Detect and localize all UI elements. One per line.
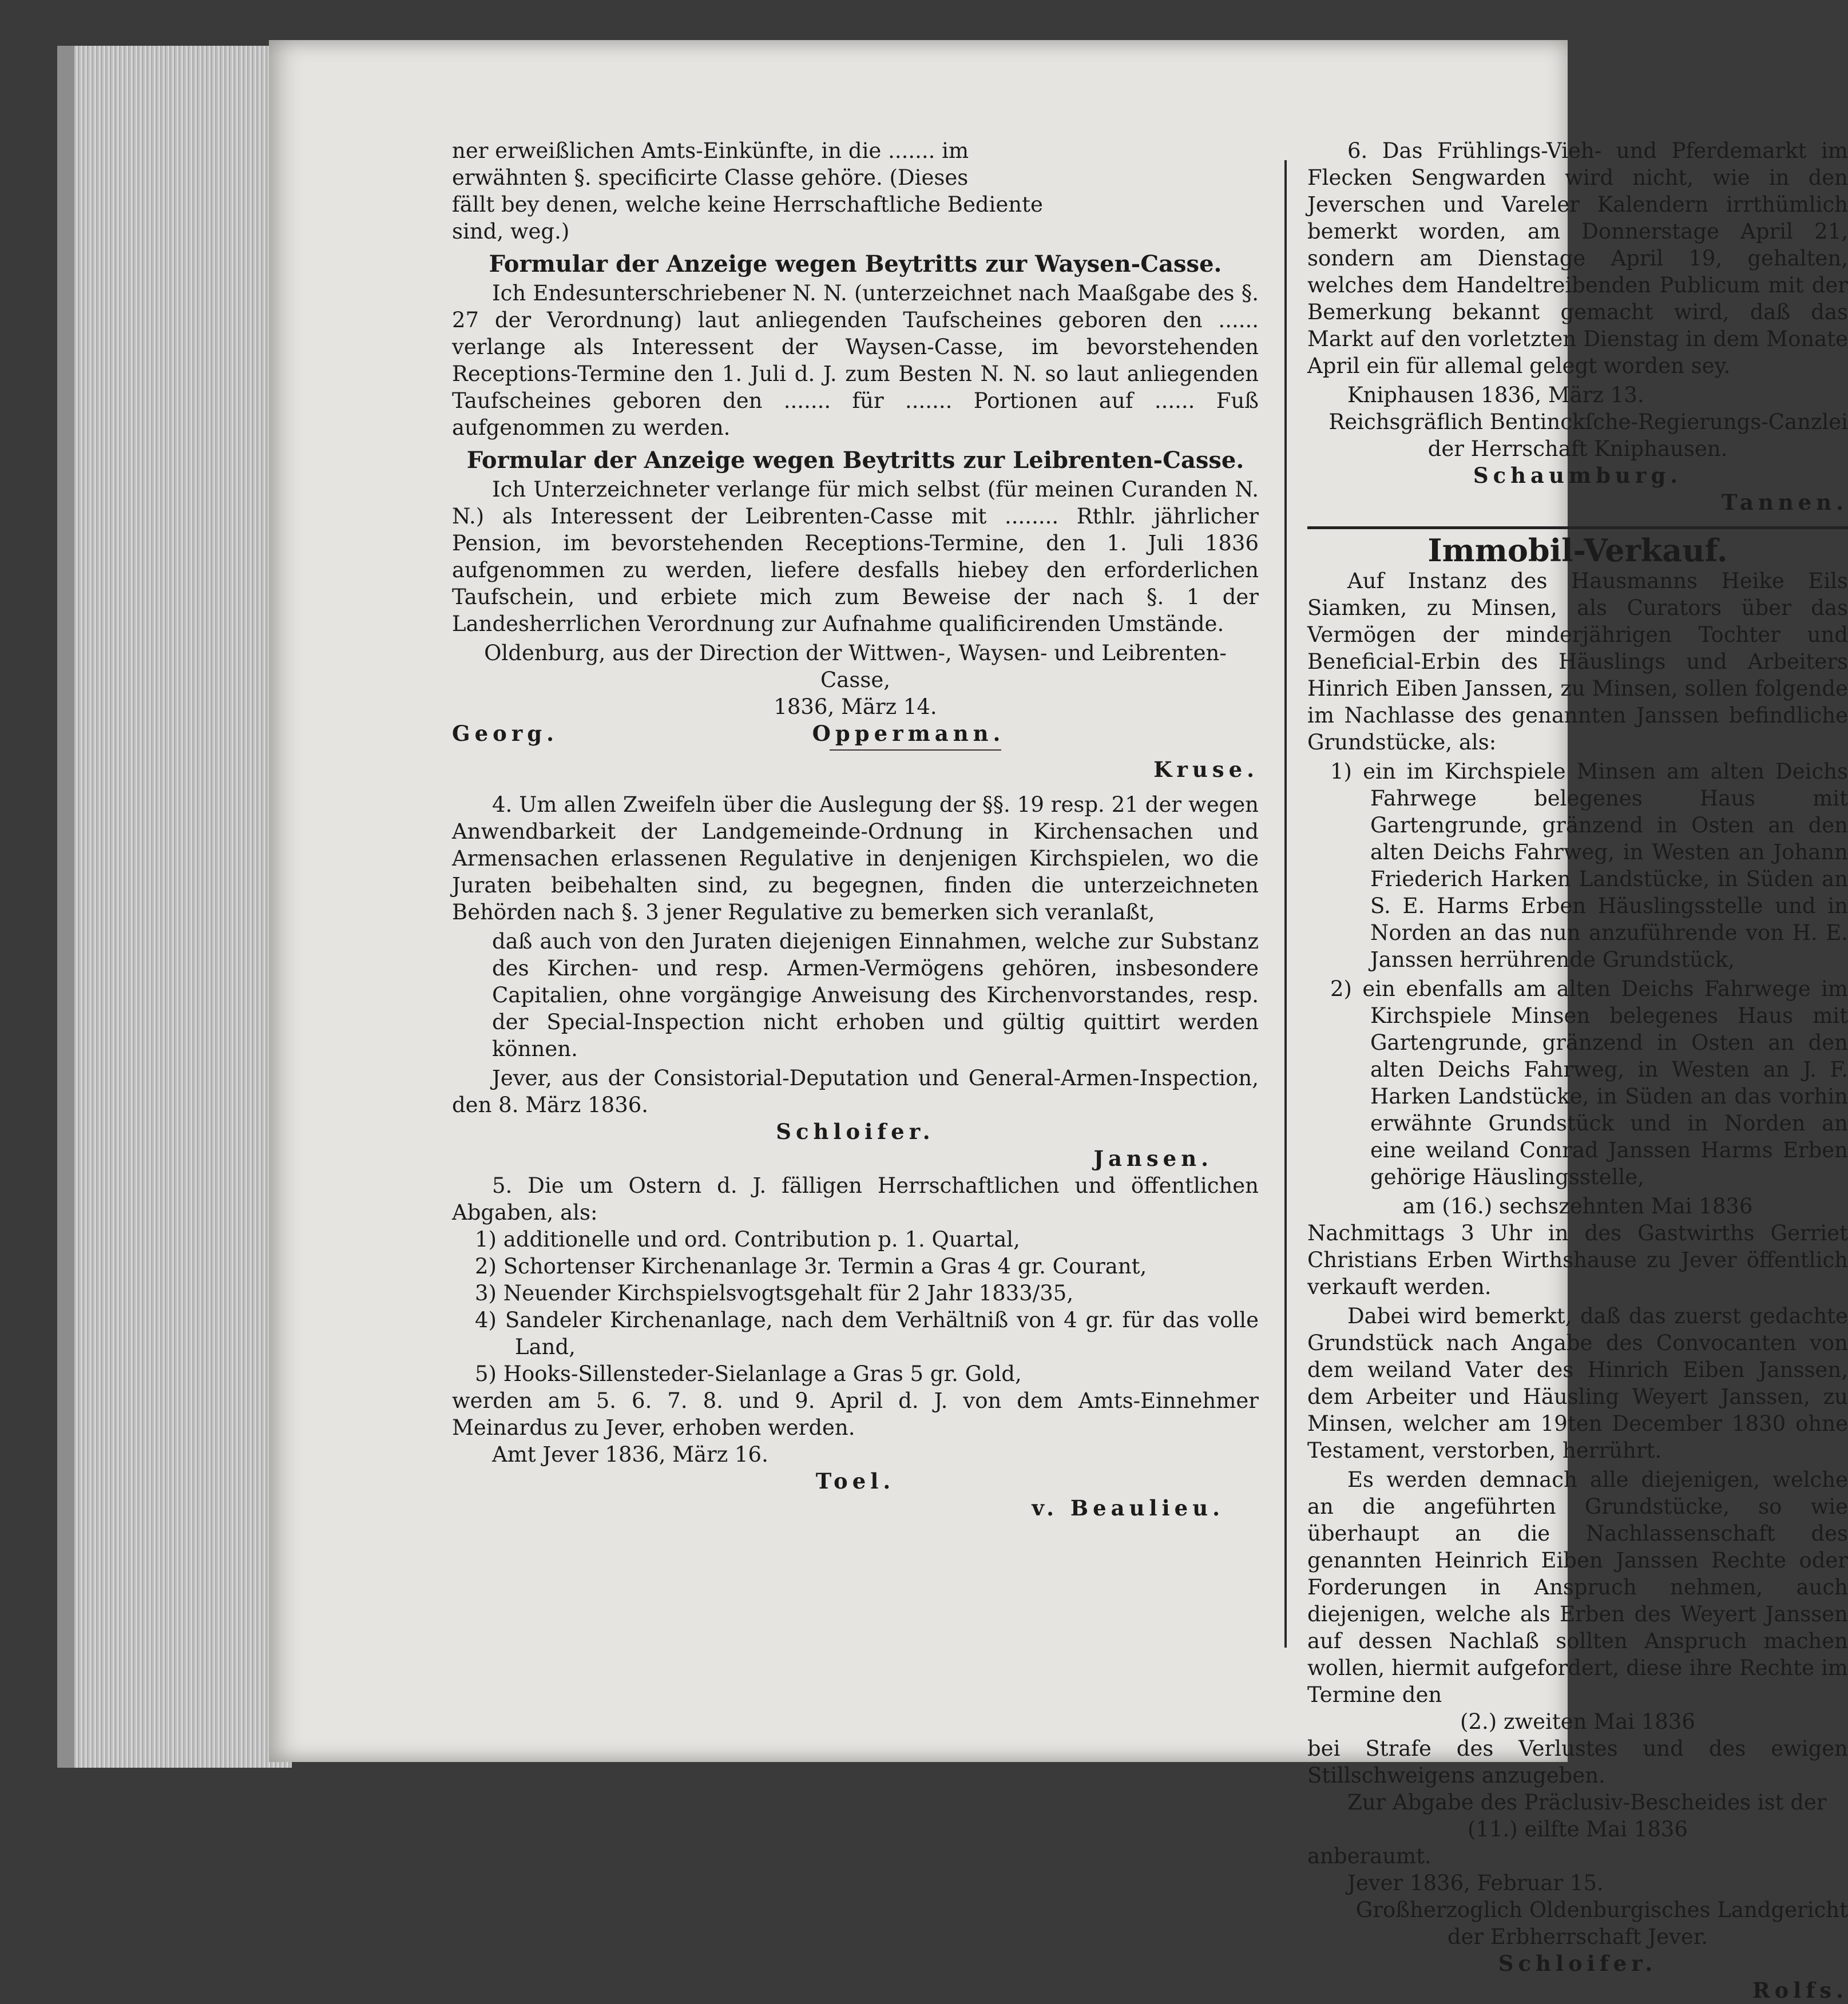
signature: Rolfs. <box>1752 1978 1848 2003</box>
immobil-intro: Auf Instanz des Hausmanns Heike Eils Siamken, zu Minsen, als Curators über das Vermögen der minderjährigen Tochter und Beneficial-Erbin des Häuslings und Arbeiters Hinrich Eiben Janssen, zu Minsen, sollen folgende im Nachlasse des genannten Janssen befindliche Grundstücke, als: <box>1307 569 1848 755</box>
section-4-text: 4. Um allen Zweifeln über die Auslegung der §§. 19 resp. 21 der wegen Anwendbarkeit der Landgemeinde-Ordnung in Kirchensachen und Armensachen erlassenen Regulative in denjenigen Kirchspielen, wo die Juraten beibehalten sind, zu begegnen, finden die unterzeichneten Behörden nach §. 3 jener Regulative zu bemerken sich veranlaßt, <box>452 792 1259 924</box>
section-6-place: Kniphausen 1836, März 13. <box>1347 383 1644 407</box>
signature: Kruse. <box>1153 757 1259 782</box>
section-6-authority: der Herrschaft Kniphausen. <box>1427 436 1728 461</box>
list-item: 2) ein ebenfalls am alten Deichs Fahrwege im Kirchspiele Minsen belegenes Haus mit Gartengrunde, gränzend in Osten an den alten Deichs Fahrweg, in Westen an J. F. Harken Landstücke, in Süden an das vorhin erwähnte Grundstück und in Norden an eine weiland Conrad Janssen Harms Erben gehörige Häuslingsstelle, <box>1330 977 1848 1189</box>
continued-line: sind, weg.) <box>452 219 570 244</box>
list-item: 5) Hooks-Sillensteder-Sielanlage a Gras 5 gr. Gold, <box>475 1362 1022 1386</box>
immobil-authority: Großherzoglich Oldenburgisches Landgericht <box>1355 1898 1848 1922</box>
list-item: 2) Schortenser Kirchenanlage 3r. Termin a Gras 4 gr. Courant, <box>475 1254 1147 1279</box>
continued-line: fällt bey denen, welche keine Herrschaftliche Bediente <box>452 192 1043 217</box>
signature: Schloifer. <box>1498 1951 1657 1976</box>
list-item: 1) ein im Kirchspiele Minsen am alten Deichs Fahrwege belegenes Haus mit Gartengrunde, gränzend in Osten an den alten Deichs Fahrweg, in Westen an Johann Friederich Harken Landstücke, in Süden an S. E. Harms Erben Häuslingsstelle und in Norden an das nun anzuführende von H. E. Janssen herrührende Grundstück, <box>1330 759 1848 972</box>
right-column <box>1307 137 1848 2003</box>
continued-line: ner erweißlichen Amts-Einkünfte, in die ....... im <box>452 138 969 163</box>
immobil-set: anberaumt. <box>1307 1844 1431 1868</box>
form2-place: Oldenburg, aus der Direction der Wittwen-, Waysen- und Leibrenten-Casse, <box>484 641 1227 692</box>
list-item: 4) Sandeler Kirchenanlage, nach dem Verhältniß von 4 gr. für das volle Land, <box>475 1308 1259 1359</box>
signature: Tannen. <box>1721 490 1848 515</box>
immobil-authority: der Erbherrschaft Jever. <box>1447 1924 1708 1949</box>
signature-row-1 <box>452 720 1259 747</box>
list-item: 1) additionelle und ord. Contribution p. 1. Quartal, <box>475 1227 1020 1252</box>
list-item: 3) Neuender Kirchspielsvogtsgehalt für 2 Jahr 1833/35, <box>475 1281 1074 1305</box>
section-6-authority: Reichsgräflich Bentinckſche-Regierungs-Canzlei <box>1329 410 1848 434</box>
immobil-place: Jever 1836, Februar 15. <box>1347 1871 1604 1895</box>
immobil-decision: Zur Abgabe des Präclusiv-Bescheides ist der <box>1347 1790 1827 1815</box>
signature: Toel. <box>815 1469 895 1494</box>
immobil-list <box>1307 758 1848 1191</box>
immobil-term: (2.) zweiten Mai 1836 <box>1460 1709 1695 1734</box>
section-rule <box>1307 526 1848 529</box>
signature: Schloifer. <box>776 1119 935 1144</box>
continued-text <box>452 137 1259 245</box>
immobil-call: Es werden demnach alle diejenigen, welche an die angeführten Grundstücke, so wie überhaupt an die Nachlassenschaft des genannten Heinrich Eiben Janssen Rechte oder Forderungen in Anspruch nehmen, auch diejenigen, welche als Erben des Weyert Janssen auf dessen Nachlaß sollten Anspruch machen wollen, hiermit aufgefordert, diese ihre Rechte im Termine den <box>1307 1467 1848 1707</box>
section-5-place: Amt Jever 1836, März 16. <box>492 1442 768 1467</box>
section-5-tail: werden am 5. 6. 7. 8. und 9. April d. J. von dem Amts-Einnehmer Meinardus zu Jever, erhoben werden. <box>452 1388 1259 1440</box>
form2-date: 1836, März 14. <box>774 695 937 719</box>
form2-title: Formular der Anzeige wegen Beytritts zur Leibrenten-Casse. <box>466 447 1244 474</box>
section-6-text: 6. Das Frühlings-Vieh- und Pferdemarkt im Flecken Sengwarden wird nicht, wie in den Jeverschen und Vareler Kalendern irrthümlich bemerkt worden, am Donnerstage April 21, sondern am Dienstage April 19, gehalten, welches dem Handeltreibenden Publicum mit der Bemerkung bekannt gemacht wird, daß das Markt auf den vorletzten Dienstag in dem Monate April ein für allemal gelegt worden sey. <box>1307 138 1848 378</box>
signature: Schaumburg. <box>1473 463 1683 488</box>
book-page-edges <box>57 46 292 1768</box>
immobil-term: (11.) eilfte Mai 1836 <box>1468 1817 1688 1842</box>
section-5-intro: 5. Die um Ostern d. J. fälligen Herrschaftlichen und öffentlichen Abgaben, als: <box>452 1173 1259 1225</box>
signature: Jansen. <box>1093 1146 1213 1171</box>
signature: Oppermann. <box>812 721 1005 746</box>
column-divider <box>1284 160 1287 1648</box>
form2-text: Ich Unterzeichneter verlange für mich selbst (für meinen Curanden N. N.) als Interessent der Leibrenten-Casse mit ........ Rthlr. jährlicher Pension, im bevorstehenden Receptions-Termine, den 1. Juli 1836 aufgenommen zu werden, liefere desfalls hiebey den erforderlichen Taufschein, und erbiete mich zum Beweise der nach §. 1 der Landesherrlichen Verordnung zur Aufnahme qualificirenden Umstände. <box>452 477 1259 636</box>
immobil-title: Immobil-Verkauf. <box>1427 532 1728 569</box>
section-4-quote: daß auch von den Juraten diejenigen Einnahmen, welche zur Substanz des Kirchen- und resp. Armen-Vermögens gehören, insbesondere Capitalien, ohne vorgängige Anweisung des Kirchenvorstandes, resp. der Special-Inspection nicht erhoben und gültig quittirt werden können. <box>492 929 1259 1061</box>
document-page <box>269 40 1848 2003</box>
immobil-note: Dabei wird bemerkt, daß das zuerst gedachte Grundstück nach Angabe des Convocanten von dem weiland Vater des Hinrich Eiben Janssen, dem Arbeiter und Häusling Weyert Janssen, zu Minsen, welcher am 19ten December 1830 ohne Testament, verstorben, herrührt. <box>1307 1304 1848 1463</box>
signature: Georg. <box>452 721 559 746</box>
immobil-sale: Nachmittags 3 Uhr in des Gastwirths Gerriet Christians Erben Wirthshause zu Jever öffentlich verkauft werden. <box>1307 1221 1848 1299</box>
section-5-list <box>452 1226 1259 1387</box>
form1-title: Formular der Anzeige wegen Beytritts zur Waysen-Casse. <box>489 251 1222 277</box>
form1-text: Ich Endesunterschriebener N. N. (unterzeichnet nach Maaßgabe des §. 27 der Verordnung) laut anliegenden Taufscheines geboren den ...... verlange als Interessent der Waysen-Casse, im bevorstehenden Receptions-Termine den 1. Juli d. J. zum Besten N. N. so laut anliegenden Taufscheines geboren den ....... für ....... Portionen auf ...... Fuß aufgenommen zu werden. <box>452 281 1259 440</box>
continued-line: erwähnten §. specificirte Classe gehöre. (Dieses <box>452 165 969 190</box>
signature-rule <box>830 749 1001 751</box>
immobil-penalty: bei Strafe des Verlustes und des ewigen Stillschweigens anzugeben. <box>1307 1736 1848 1788</box>
section-4-place: Jever, aus der Consistorial-Deputation und General-Armen-Inspection, den 8. März 1836. <box>452 1066 1259 1117</box>
left-column <box>452 137 1259 1625</box>
signature: v. Beaulieu. <box>1032 1495 1224 1521</box>
immobil-date: am (16.) sechszehnten Mai 1836 <box>1402 1194 1753 1219</box>
